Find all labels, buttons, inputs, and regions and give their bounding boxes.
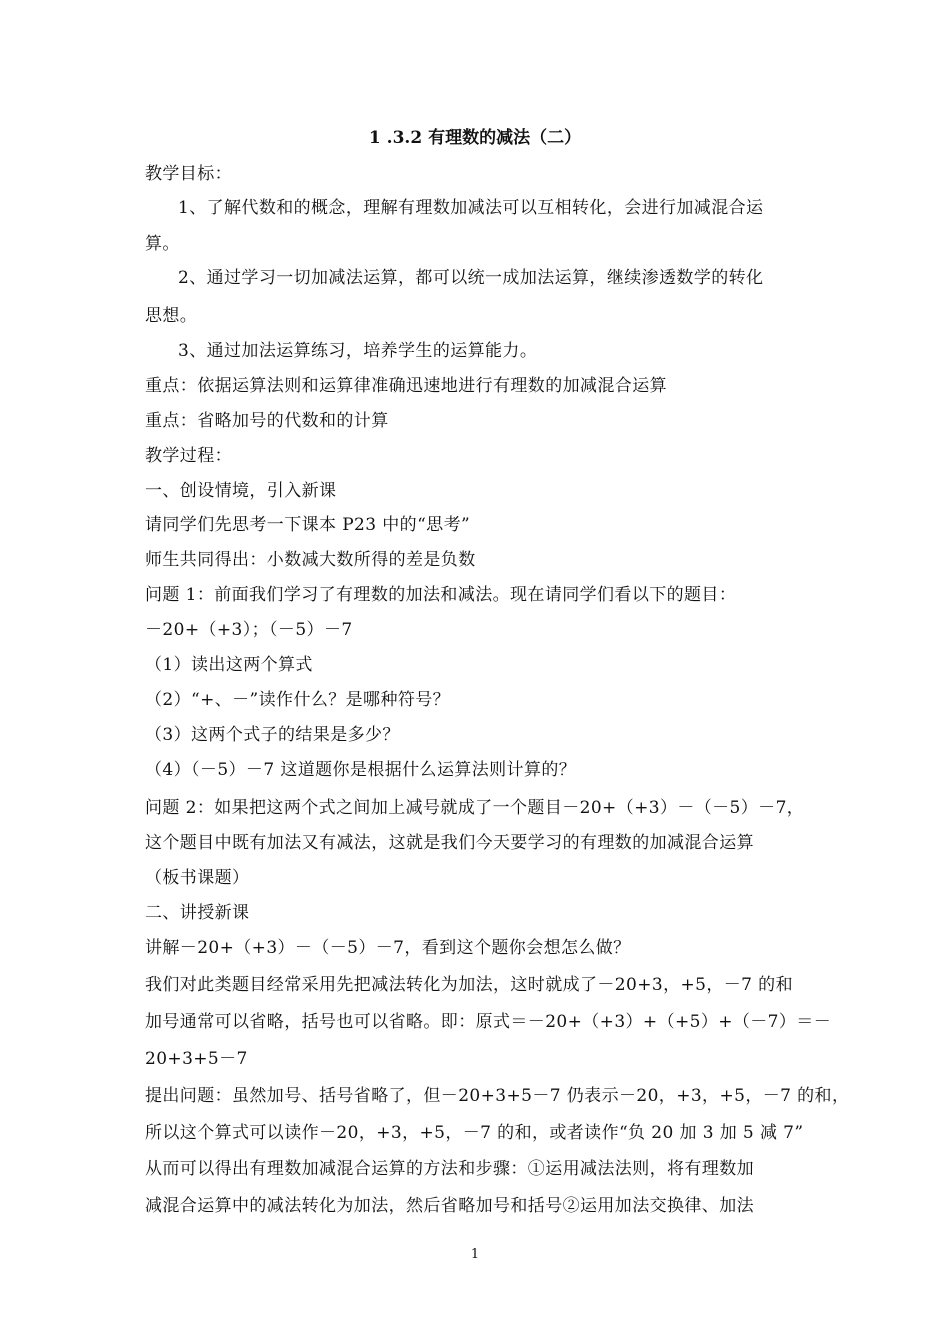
text-line: 这个题目中既有加法又有减法，这就是我们今天要学习的有理数的加减混合运算 (145, 833, 754, 853)
text-line: 加号通常可以省略，括号也可以省略。即：原式＝－20+（+3）+（+5）+（－7）＝－ (145, 1012, 832, 1032)
text-line: 1、了解代数和的概念，理解有理数加减法可以互相转化，会进行加减混合运 (178, 198, 764, 218)
text-line: 提出问题：虽然加号、括号省略了，但－20+3+5－7 仍表示－20，+3，+5，－7 的和， (145, 1086, 850, 1106)
text-line: 教学过程： (145, 446, 232, 466)
document-title: 1 .3.2 有理数的减法（二） (368, 128, 582, 148)
text-line: 问题 2：如果把这两个式之间加上减号就成了一个题目－20+（+3）－（－5）－7， (145, 798, 805, 818)
text-line: 算。 (145, 234, 180, 254)
text-line: 二、讲授新课 (145, 903, 250, 923)
text-line: 从而可以得出有理数加减混合运算的方法和步骤：①运用减法法则，将有理数加 (145, 1159, 754, 1179)
text-line: 一、创设情境，引入新课 (145, 481, 337, 501)
text-line: 请同学们先思考一下课本 P23 中的“思考” (145, 515, 471, 535)
text-line: 2、通过学习一切加减法运算，都可以统一成加法运算，继续渗透数学的转化 (178, 268, 764, 288)
text-line: （3）这两个式子的结果是多少？ (145, 725, 400, 745)
text-line: （2）“+、－”读作什么？是哪种符号？ (145, 690, 451, 710)
text-line: 师生共同得出：小数减大数所得的差是负数 (145, 550, 476, 570)
text-line: （板书课题） (145, 868, 250, 888)
text-line: 教学目标： (145, 164, 232, 184)
text-line: 重点：依据运算法则和运算律准确迅速地进行有理数的加减混合运算 (145, 376, 667, 396)
page-number: 1 (470, 1247, 480, 1262)
text-line: 减混合运算中的减法转化为加法，然后省略加号和括号②运用加法交换律、加法 (145, 1196, 754, 1216)
text-line: 讲解－20+（+3）－（－5）－7，看到这个题你会想怎么做？ (145, 938, 631, 958)
text-line: 所以这个算式可以读作－20，+3，+5，－7 的和，或者读作“负 20 加 3 加 5 减 7” (145, 1123, 804, 1143)
text-line: 问题 1：前面我们学习了有理数的加法和减法。现在请同学们看以下的题目： (145, 585, 737, 605)
text-line: （1）读出这两个算式 (145, 655, 313, 675)
text-line: 思想。 (145, 306, 198, 326)
text-line: （4）（－5）－7 这道题你是根据什么运算法则计算的？ (145, 760, 577, 780)
text-line: 20+3+5－7 (145, 1049, 248, 1069)
text-line: －20+（+3）；（－5）－7 (145, 620, 353, 640)
text-line: 重点：省略加号的代数和的计算 (145, 411, 389, 431)
text-line: 3、通过加法运算练习，培养学生的运算能力。 (178, 341, 538, 361)
text-line: 我们对此类题目经常采用先把减法转化为加法，这时就成了－20+3，+5，－7 的和 (145, 975, 793, 995)
